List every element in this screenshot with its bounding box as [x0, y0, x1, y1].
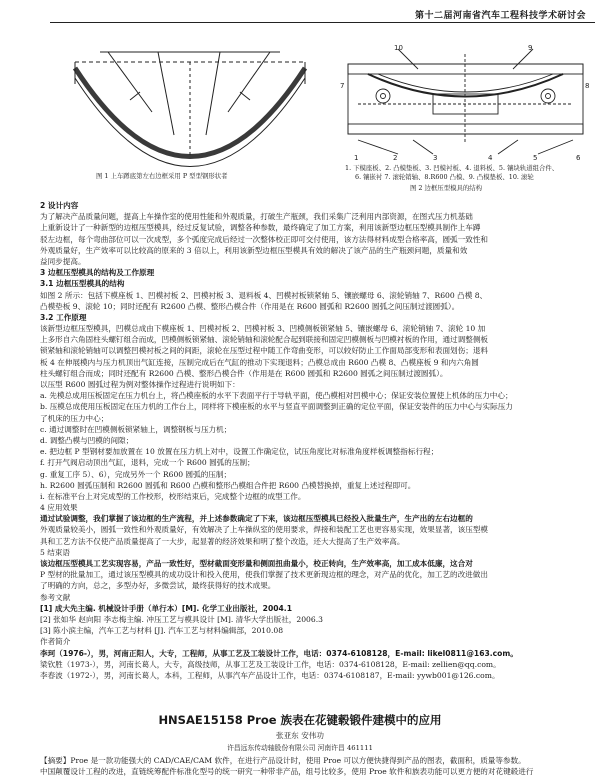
body-line: 益同步提高。	[40, 256, 86, 266]
figure-2-number: 7	[340, 82, 345, 90]
body-line: 驳左边框，每个弯曲部位可以一次成型，多个弧度完成后经过一次整体校正即可交付使用，该方法得材料成型合格率高，圆弧一致性和	[40, 234, 489, 244]
paper-body	[40, 200, 592, 692]
author-info	[40, 681, 592, 692]
body-line: f. 打开气阀启动顶出气缸，退料，完成一个 R600 圆弧的压制；	[40, 458, 255, 468]
reference-item: [2] 张如华 赵向阳 李志梅主编. 冲压工艺与模具设计 [M]. 清华大学出版社，2006.3	[40, 614, 323, 624]
body-line: 板 4 在伸展模内与压力机顶出气缸连接，压制完成后在气缸的推动下实现退料；凸模总成由 R600 凸模 8、凸模座板 9 和内六角圆	[40, 357, 479, 367]
figure-2-number: 6	[576, 154, 581, 162]
figure-2-number: 4	[488, 154, 493, 162]
figure-2-number: 10	[394, 44, 403, 52]
subsection-heading: 3.1 边框压型模具的结构	[40, 279, 125, 289]
body-line: P 型材的批量加工，通过该压型模具的成功设计和投入使用，使我们掌握了技术更新现边框的理念，对产品的优化，加工艺的改进做出	[40, 570, 488, 580]
body-line: 外观质量好，生产效率可以比较高的原来的 3 倍以上，利用该新型边框压型模具有效的解决了该产品的生产瓶颈问题，质量和效	[40, 245, 468, 255]
body-line: 柱头螺钉组合而成；同时还配有 R2600 凸模、整形凸模合件（作用是在 R600 圆弧和 R2600 圆弧之间压制过渡圆弧）。	[40, 368, 448, 378]
section-heading: 通过试验调整，我们掌握了该边框的生产流程，并上述参数确定了下来，该边框压型模具已经投入批量生产，生产出的左右边框的	[40, 514, 473, 524]
author-info: 李春波（1972-），男，河南长葛人，本科，工程师，从事汽车产品设计工作，电话：0374-6108187，E-mail: yywb001@126.com。	[40, 670, 500, 680]
conference-header: 第十二届河南省汽车工程科技学术研讨会	[414, 11, 586, 21]
section-heading: 3 边框压型模具的结构及工作原理	[40, 268, 155, 278]
figure-2-number: 8	[585, 82, 590, 90]
body-line: 了明确的方向，总之，多型办好，多微尝试，最终获得好的技术成果。	[40, 581, 276, 591]
body-line: h. R2600 圆弧压制和 R2600 圆弧和 R600 凸模和整形凸模组合件把 R600 凸模替换掉，重复上述过程即可。	[40, 480, 416, 490]
subsection-heading: 3.2 工作原理	[40, 312, 87, 322]
body-line: 如图 2 所示：包括下模座板 1、凹模衬板 2、凹模衬板 3、退料板 4、凹模衬板锁紧轴 5、镶嵌螺母 6、滚轮销轴 7、R600 凸模 8、	[40, 290, 488, 300]
figure-2-number: 5	[533, 154, 538, 162]
reference-item: 作者简介	[40, 637, 71, 647]
figure-2-number: 9	[528, 44, 533, 52]
body-line: 具和工艺方法不仅使产品质量提高了一大步，起显著的经济效果和明了整个改造，还大大提高了生产效率高。	[40, 536, 405, 546]
body-line: 该新型边框压型模具，凹模总成由下模座板 1、凹模衬板 2、凹模衬板 3、凹模侧板锁紧轴 5、镶嵌螺母 6、滚轮销轴 7、滚轮 10 加	[40, 324, 486, 334]
reference-item: [3] 陈小滨主编，汽车工艺与材料 [J]. 汽车工艺与材料编辑部，2010.08	[40, 626, 284, 636]
body-line: 上重新设计了一种新型的边框压型模具，经过反复试验，调整各种参数，最终确定了加工方案，利用该新型边框压型模具制作上车蹲	[40, 223, 481, 233]
body-line: 5 结束语	[40, 547, 71, 557]
author-info-heading: 李珂（1976-），男，河南正阳人，大专，工程师，从事工艺及工装设计工作，电话：0374-6108128，E-mail: likel0811@163.com。	[40, 648, 518, 658]
body-line: 上多形自六角固柱头螺钉组合而成，凹模侧板锁紧轴、滚轮销轴和滚轮配合起到联接和固定凹模侧板与凹模衬板的作用，通过调整侧板	[40, 335, 489, 345]
body-line: e. 把边框 P 型钢材要加放置在 10 放置在压力机上对中，设置工作确定位，试压角度比对标准角度样板调整指标行程；	[40, 447, 439, 457]
article-affiliation: 许昌远东传动轴股份有限公司 河南许昌 461111	[227, 744, 373, 752]
body-line: d. 调整凸模与凹模的间隙；	[40, 435, 134, 445]
header-rule	[50, 22, 595, 23]
abstract-line: 【摘要】Proe 是一款功能强大的 CAD/CAE/CAM 软件，在进行产品设计时，使用 Proe 可以方便快捷得到产品的图表，截面积，质量等参数。	[40, 756, 526, 765]
body-line: 为了解决产品质量问题，提高上车操作室的使用性能和外观质量，打破生产瓶颈，我们采集广泛利用内部资源，在图式压力机基础	[40, 212, 473, 222]
references-heading: [1] 成大先主编. 机械设计手册（单行本）[M]. 化学工业出版社，2004.1	[40, 603, 292, 613]
body-line: c. 通过调整时在凹模侧板锁紧轴上，调整钢板与压力机；	[40, 424, 232, 434]
figure-2-legend-line-2: 6. 镶嵌衬 7. 滚轮销轴、8.R600 凸模、9. 凸模垫板、10. 滚轮	[355, 173, 534, 181]
figure-1-frame-drawing	[70, 40, 310, 180]
figure-2-number: 1	[354, 154, 359, 162]
body-line: g. 重复工序 5）、6），完成另外一个 R600 圆弧的压制；	[40, 469, 232, 479]
body-line: 外观质量较美小，圆弧一致性和外观质量好，有效解决了上车操纵室的使用要求，焊接和装配工艺也更容易实现，效果显著，该压型模	[40, 525, 489, 535]
body-line: 以压型 R600 圆弧过程为例对整体操作过程进行说明如下：	[40, 380, 240, 389]
body-line: 凸模垫板 9、滚轮 10；同时还配有 R2600 凸模、整形凸模合件（作用是在 R600 圆弧和 R2600 圆弧之间压制过渡圆弧）。	[40, 301, 460, 311]
figure-2-die-drawing	[338, 44, 593, 162]
body-line: 锁紧轴和滚轮销轴可以调整凹模衬板之间的间距，滚轮在压型过程中随工作弯曲变形，可以较好防止工作面局部变形和表面划伤；退料	[40, 346, 489, 356]
figure-2-number: 2	[393, 154, 398, 162]
body-line: 了机床的压力中心；	[40, 413, 109, 423]
body-line: a. 先模总成用压板固定在压力机台上，将凸模座板的水平下表面平行于导轨平面，使凸模相对凹模中心；保证安装位置使上机体的压力中心；	[40, 391, 513, 401]
article-authors: 张亚东 安伟功	[276, 731, 324, 740]
body-line: 参考文献	[40, 592, 71, 602]
figure-2-caption: 图 2 边框压型模具的结构	[410, 184, 483, 192]
abstract-line: 中国颠覆设计工程的改进，直链统筹配件标准化型号的统一研究一种带非产品，组号比较多，使用 Proe 软件和族表功能可以更方便的对花键毂进行	[40, 767, 534, 776]
author-info: 梁钦胜（1973-），男，河南长葛人，大专，高级技师，从事工艺及工装设计工作，电话：0374-6108128，E-mail: zellien@qq.com。	[40, 659, 501, 669]
figure-1-caption: 图 1 上车蹲底第左右边框采用 P 型型钢形状者	[96, 172, 228, 180]
body-line: b. 压模总成使用压板固定在压力机的工作台上，同样将下模座板的水平与竖直平面调整到正确的定位平面，保证安装件的压力中心与实际压力	[40, 402, 513, 412]
section-heading: 该边框压型模具工艺实现容易，产品一致性好，型材截面变形量和侧面扭曲量小，校正转向，生产效率高，加工成本低廉，这合对	[40, 559, 473, 568]
article-title: HNSAE15158 Proe 族表在花键毂锻件建模中的应用	[158, 713, 442, 727]
figure-2-legend-line-1: 1. 下模座板、2. 凸模垫板、3. 凹模衬板、4. 退料板、5. 镶块轨道组合件、	[345, 164, 559, 172]
figure-2-number: 3	[433, 154, 438, 162]
body-line: i. 在标准平台上对完成型的工作校形，校形结束后，完成整个边框的成型工作。	[40, 491, 306, 501]
body-line: 4 应用效果	[40, 503, 78, 513]
section-heading: 2 设计内容	[40, 201, 79, 210]
